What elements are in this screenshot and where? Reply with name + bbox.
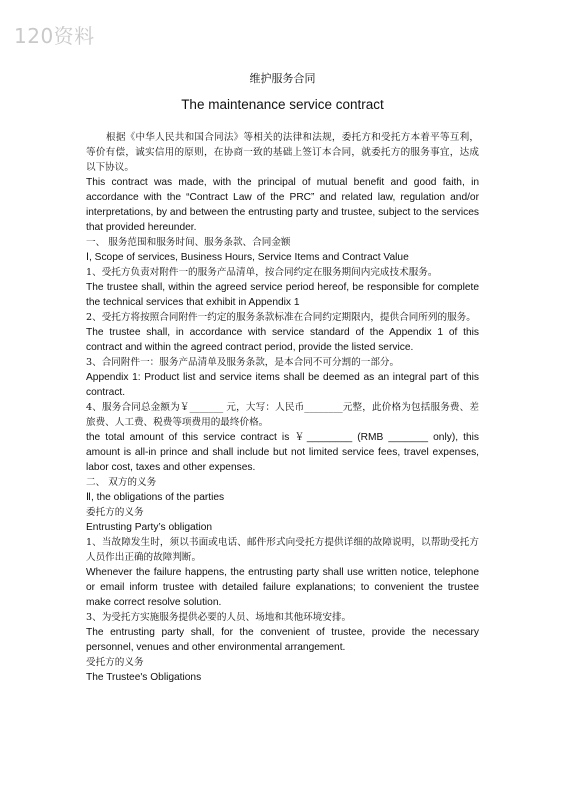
paragraph-english: The trustee shall, in accordance with service standard of the Appendix 1 of this contract and within the agreed contract period, provide the listed service. (86, 327, 479, 353)
paragraph-english: This contract was made, with the principal of mutual benefit and good faith, in accordance with the “Contract Law of the PRC” and related law, regulation and/or interpretations, by and between the entrusting party and trustee, subject to the services that provided hereunder. (86, 177, 479, 233)
document-body (86, 130, 479, 685)
paragraph-chinese: 一、 服务范围和服务时间、服务条款、合同金额 (86, 237, 291, 248)
paragraph-chinese: 3、为受托方实施服务提供必要的人员、场地和其他环境安排。 (86, 612, 352, 623)
document-title-english: The maintenance service contract (181, 97, 384, 112)
paragraph-chinese: 根据《中华人民共和国合同法》等相关的法律和法规，委托方和受托方本着平等互利，等价有偿，诚实信用的原则，在协商一致的基础上签订本合同，就委托方的服务事宜，达成以下协议。 (86, 132, 479, 173)
watermark-logo: 120资料 (14, 24, 95, 48)
paragraph-english: Ⅰ, Scope of services, Business Hours, Service Items and Contract Value (86, 252, 409, 263)
paragraph-chinese: 1、受托方负责对附件一的服务产品清单，按合同约定在服务期间内完成技术服务。 (86, 267, 438, 278)
paragraph-english: Whenever the failure happens, the entrusting party shall use written notice, telephone or email inform trustee with detailed failure explanations; to convenient the trustee make correct resolve solution. (86, 567, 479, 608)
paragraph-english: Entrusting Party’s obligation (86, 522, 213, 533)
paragraph-chinese: 1、当故障发生时，须以书面或电话、邮件形式向受托方提供详细的故障说明，以帮助受托方人员作出正确的故障判断。 (86, 537, 479, 563)
document-page (86, 72, 479, 685)
paragraph-english: Ⅱ, the obligations of the parties (86, 492, 225, 503)
paragraph-chinese: 2、受托方将按照合同附件一约定的服务条款标准在合同约定期限内，提供合同所列的服务。 (86, 312, 476, 323)
paragraph-english: Appendix 1: Product list and service items shall be deemed as an integral part of this contract. (86, 372, 479, 398)
paragraph-english: The entrusting party shall, for the convenient of trustee, provide the necessary personnel, venues and other environmental arrangement. (86, 627, 479, 653)
paragraph-chinese: 3、合同附件一：服务产品清单及服务条款，是本合同不可分割的一部分。 (86, 357, 400, 368)
paragraph-english: the total amount of this service contract is ￥________ (RMB _______ only), this amount is all-in prince and shall include but not limited service fees, travel expenses, labor cost, taxes and other expenses. (86, 432, 479, 473)
paragraph-chinese: 二、 双方的义务 (86, 477, 157, 488)
paragraph-english: The trustee shall, within the agreed service period hereof, be responsible for complete the technical services that exhibit in Appendix 1 (86, 282, 479, 308)
paragraph-chinese: 4、服务合同总金额为￥_______ 元，大写：人民币________元整，此价格为包括服务费、差旅费、人工费、税费等项费用的最终价格。 (86, 402, 479, 428)
paragraph-english: The Trustee's Obligations (86, 672, 202, 683)
paragraph-chinese: 委托方的义务 (86, 507, 144, 518)
paragraph-chinese: 受托方的义务 (86, 657, 144, 668)
document-title-chinese: 维护服务合同 (249, 72, 316, 85)
